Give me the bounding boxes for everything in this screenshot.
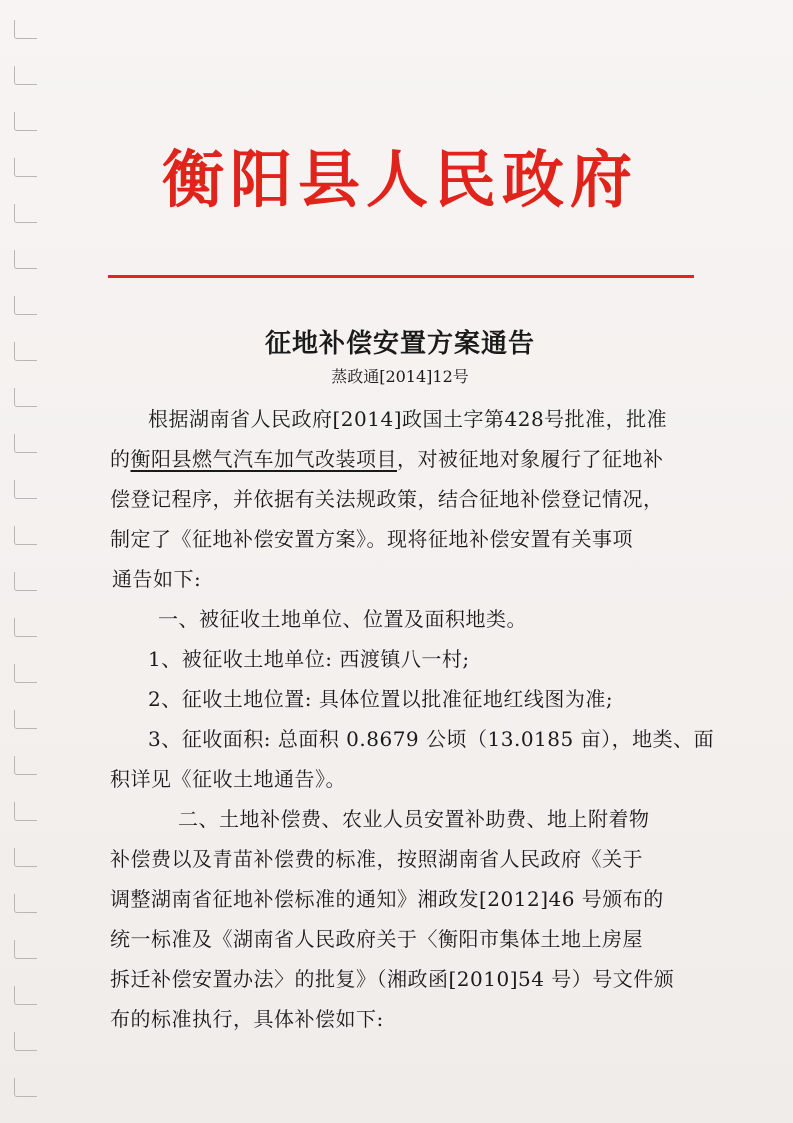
binding-mark (14, 296, 37, 315)
paragraph-line: 制定了《征地补偿安置方案》。现将征地补偿安置有关事项 (110, 527, 633, 551)
binding-mark (14, 250, 37, 269)
paragraph-line: 补偿费以及青苗补偿费的标准，按照湖南省人民政府《关于 (110, 847, 643, 871)
paragraph-line (110, 444, 664, 474)
document-number: 蒸政通[2014]12号 (331, 367, 469, 386)
binding-mark (14, 158, 37, 177)
notice-title: 征地补偿安置方案通告 (264, 329, 535, 359)
paragraph-line: 统一标准及《湖南省人民政府关于〈衡阳市集体土地上房屋 (110, 927, 643, 951)
binding-mark (14, 802, 37, 821)
binding-mark (14, 342, 37, 361)
paragraph-line: 根据湖南省人民政府[2014]政国土字第428号批准，批准 (148, 407, 668, 431)
binding-mark (14, 756, 37, 775)
binding-mark (14, 388, 37, 407)
paragraph-text: ，对被征地对象履行了征地补 (397, 447, 664, 471)
paragraph-text: 的 (110, 447, 131, 471)
binding-mark (14, 20, 37, 39)
binding-mark (14, 204, 37, 223)
section-heading: 一、被征收土地单位、位置及面积地类。 (158, 607, 527, 631)
binding-mark (14, 1032, 37, 1051)
binding-mark (14, 1078, 37, 1097)
paragraph-line: 布的标准执行，具体补偿如下: (110, 1007, 384, 1031)
binding-mark (14, 572, 37, 591)
binding-mark (14, 940, 37, 959)
binding-mark (14, 526, 37, 545)
binding-mark (14, 112, 37, 131)
binding-mark (14, 664, 37, 683)
paragraph-line: 偿登记程序，并依据有关法规政策，结合征地补偿登记情况， (110, 487, 664, 511)
binding-mark (14, 480, 37, 499)
binding-marks (14, 20, 44, 1110)
list-item: 2、征收土地位置: 具体位置以批准征地红线图为准; (148, 687, 614, 711)
project-name: 衡阳县燃气汽车加气改装项目 (130, 447, 397, 471)
binding-mark (14, 710, 37, 729)
list-item-continuation: 积详见《征收土地通告》。 (110, 767, 346, 791)
red-header-rule (108, 275, 694, 278)
binding-mark (14, 848, 37, 867)
paragraph-line: 调整湖南省征地补偿标准的通知》湘政发[2012]46 号颁布的 (110, 887, 664, 911)
binding-mark (14, 434, 37, 453)
section-heading: 二、土地补偿费、农业人员安置补助费、地上附着物 (178, 807, 650, 831)
list-item: 3、征收面积: 总面积 0.8679 公顷（13.0185 亩），地类、面 (148, 727, 715, 751)
binding-mark (14, 66, 37, 85)
issuing-authority-header: 衡阳县人民政府 (161, 143, 638, 216)
paragraph-line: 通告如下: (112, 567, 202, 591)
binding-mark (14, 986, 37, 1005)
paragraph-line: 拆迁补偿安置办法〉的批复》（湘政函[2010]54 号）号文件颁 (110, 967, 675, 991)
binding-mark (14, 894, 37, 913)
binding-mark (14, 618, 37, 637)
list-item: 1、被征收土地单位: 西渡镇八一村; (148, 647, 470, 671)
